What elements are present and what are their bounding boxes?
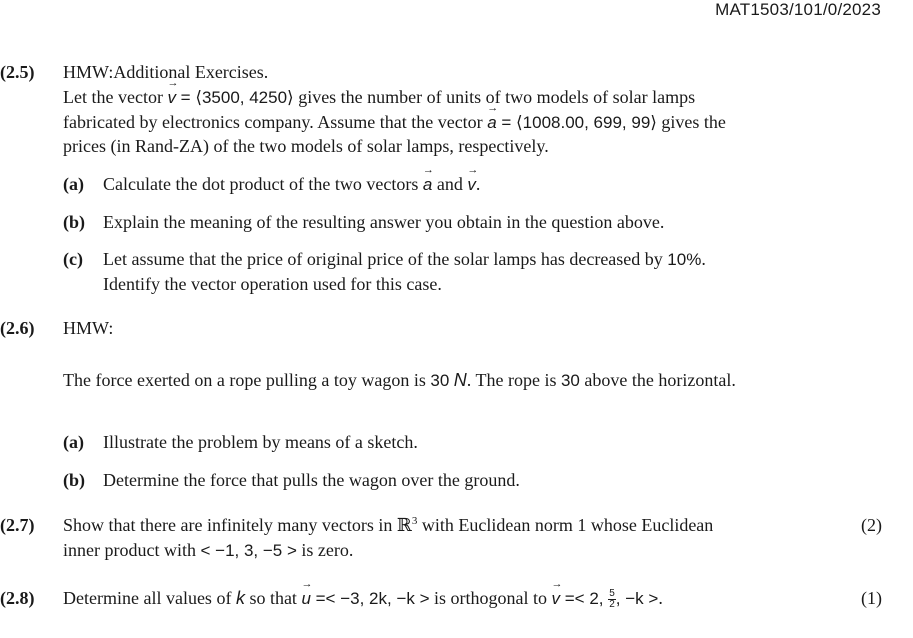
text: .	[658, 588, 663, 608]
vector-v-symbol: → v	[467, 175, 476, 195]
subquestion-label: (b)	[63, 212, 85, 232]
subquestion-text	[103, 174, 480, 195]
text: Calculate the dot product of the two vectors	[103, 174, 423, 194]
question-body	[63, 588, 663, 610]
subquestion-text: Explain the meaning of the resulting answer you obtain in the question above.	[103, 212, 665, 232]
text: . The rope is	[466, 370, 561, 390]
text: Determine all values of	[63, 588, 236, 608]
text: gives the number of units of two models of solar lamps	[293, 87, 696, 107]
angle-value: 30	[560, 371, 580, 390]
vector-v-value: ⟨3500, 4250⟩	[195, 88, 294, 107]
text: Show that there are infinitely many vectors in	[63, 515, 397, 535]
fraction-denominator: 2	[609, 599, 615, 611]
subquestion-label: (a)	[63, 432, 84, 452]
subquestion-text-line-2: Identify the vector operation used for this case.	[103, 274, 442, 294]
text: Let the vector	[63, 87, 168, 107]
text: Let assume that the price of original price of the solar lamps has decreased by	[103, 249, 668, 269]
question-number: (2.7)	[0, 515, 35, 535]
text: with Euclidean norm 1 whose Euclidean	[417, 515, 714, 535]
vector-a-value: ⟨1008.00, 699, 99⟩	[516, 113, 657, 132]
question-body-line-1	[63, 515, 713, 536]
text: is orthogonal to	[429, 588, 552, 608]
course-code-header: MAT1503/101/0/2023	[715, 0, 881, 19]
text: is zero.	[296, 540, 354, 560]
text: .	[475, 174, 481, 194]
text: .	[701, 249, 706, 269]
question-body-line-2	[63, 112, 726, 133]
fraction	[608, 589, 616, 610]
vector-v-symbol: → v	[167, 88, 176, 108]
text: and	[432, 174, 468, 194]
real-space-symbol: ℝ	[396, 515, 412, 536]
exponent: 3	[411, 515, 418, 527]
question-title: HMW:Additional Exercises.	[63, 62, 269, 82]
text: =	[175, 88, 196, 107]
marks-label: (1)	[861, 588, 882, 608]
fraction-numerator: 5	[609, 588, 615, 600]
question-body-line-1	[63, 87, 695, 108]
text: inner product with	[63, 540, 201, 560]
subquestion-label: (b)	[63, 470, 85, 490]
question-body-line-2	[63, 540, 353, 561]
subquestion-text: Illustrate the problem by means of a sketch.	[103, 432, 418, 452]
percentage: 10%	[667, 250, 702, 269]
vector-value: < −1, 3, −5 >	[200, 541, 297, 560]
text: so that	[244, 588, 302, 608]
subquestion-label: (c)	[63, 249, 83, 269]
text: fabricated by electronics company. Assume that the vector	[63, 112, 488, 132]
marks-label: (2)	[861, 515, 882, 535]
vector-v-value-start: =< 2,	[560, 589, 609, 608]
vector-u-symbol: → u	[301, 589, 310, 609]
text: gives the	[656, 112, 726, 132]
vector-a-symbol: → a	[423, 175, 432, 195]
force-value: 30	[430, 371, 450, 390]
vector-v-value-end: , −k >	[615, 589, 659, 608]
vector-u-value: =< −3, 2k, −k >	[310, 589, 430, 608]
text: The force exerted on a rope pulling a toy wagon is	[63, 370, 431, 390]
subquestion-text: Determine the force that pulls the wagon over the ground.	[103, 470, 520, 490]
vector-a-symbol: → a	[487, 113, 496, 133]
question-body-line-1	[63, 370, 736, 391]
question-number: (2.6)	[0, 318, 35, 338]
variable-k: k	[235, 588, 245, 608]
subquestion-label: (a)	[63, 174, 84, 194]
question-number: (2.8)	[0, 588, 35, 608]
question-body-line-3: prices (in Rand-ZA) of the two models of solar lamps, respectively.	[63, 136, 549, 156]
text: above the horizontal.	[579, 370, 736, 390]
question-number: (2.5)	[0, 62, 35, 82]
subquestion-text-line-1	[103, 249, 706, 270]
force-unit: N	[453, 370, 467, 390]
question-title: HMW:	[63, 318, 114, 338]
text: =	[496, 113, 517, 132]
vector-v-symbol: → v	[552, 589, 561, 609]
